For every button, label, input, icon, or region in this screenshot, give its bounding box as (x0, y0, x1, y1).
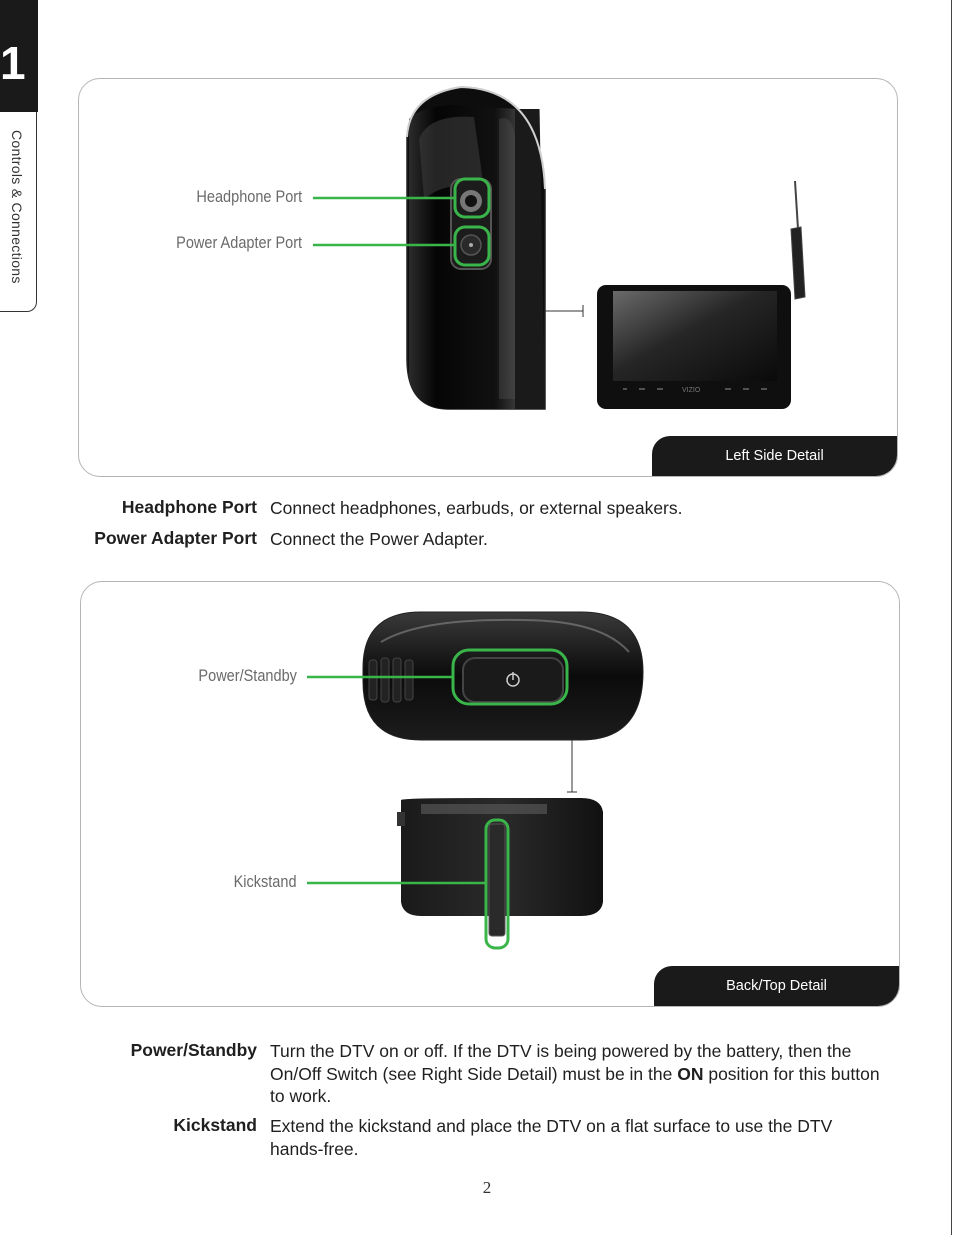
callout-headphone-port: Headphone Port (196, 188, 302, 206)
chapter-number: 1 (0, 37, 26, 89)
definition-power-adapter-port: Connect the Power Adapter. (270, 529, 488, 549)
back-top-detail-label: Back/Top Detail (654, 966, 899, 1006)
definition-kickstand: Extend the kickstand and place the DTV on a flat surface to use the DTV hands-free. (270, 1116, 833, 1159)
term-kickstand: Kickstand (173, 1115, 257, 1135)
callout-power-standby: Power/Standby (198, 667, 297, 685)
callout-power-adapter-port: Power Adapter Port (176, 234, 302, 252)
term-headphone-port: Headphone Port (121, 497, 257, 517)
definition-headphone-port: Connect headphones, earbuds, or external speakers. (270, 498, 683, 518)
tv-back-image (397, 798, 603, 948)
callout-kickstand: Kickstand (234, 873, 297, 891)
back-top-illustration (81, 582, 899, 1006)
definition-power-standby: Turn the DTV on or off. If the DTV is being powered by the battery, then the On/Off Switch (see Right Side Detail) must be in the ON position for this button to work. (270, 1041, 880, 1106)
left-side-detail-label: Left Side Detail (652, 436, 897, 476)
chapter-title: Controls & Connections (9, 130, 25, 284)
term-power-standby: Power/Standby (130, 1040, 257, 1060)
tv-front-image (597, 181, 805, 409)
page-number: 2 (482, 1178, 492, 1197)
left-side-illustration (79, 79, 897, 476)
left-side-detail-figure (78, 78, 898, 477)
back-top-detail-figure (80, 581, 900, 1007)
tv-brand: VIZIO (682, 387, 701, 394)
on-position-emphasis: ON (677, 1063, 704, 1084)
term-power-adapter-port: Power Adapter Port (94, 528, 257, 548)
page-edge-line (951, 0, 952, 1235)
chapter-tab (0, 0, 38, 313)
